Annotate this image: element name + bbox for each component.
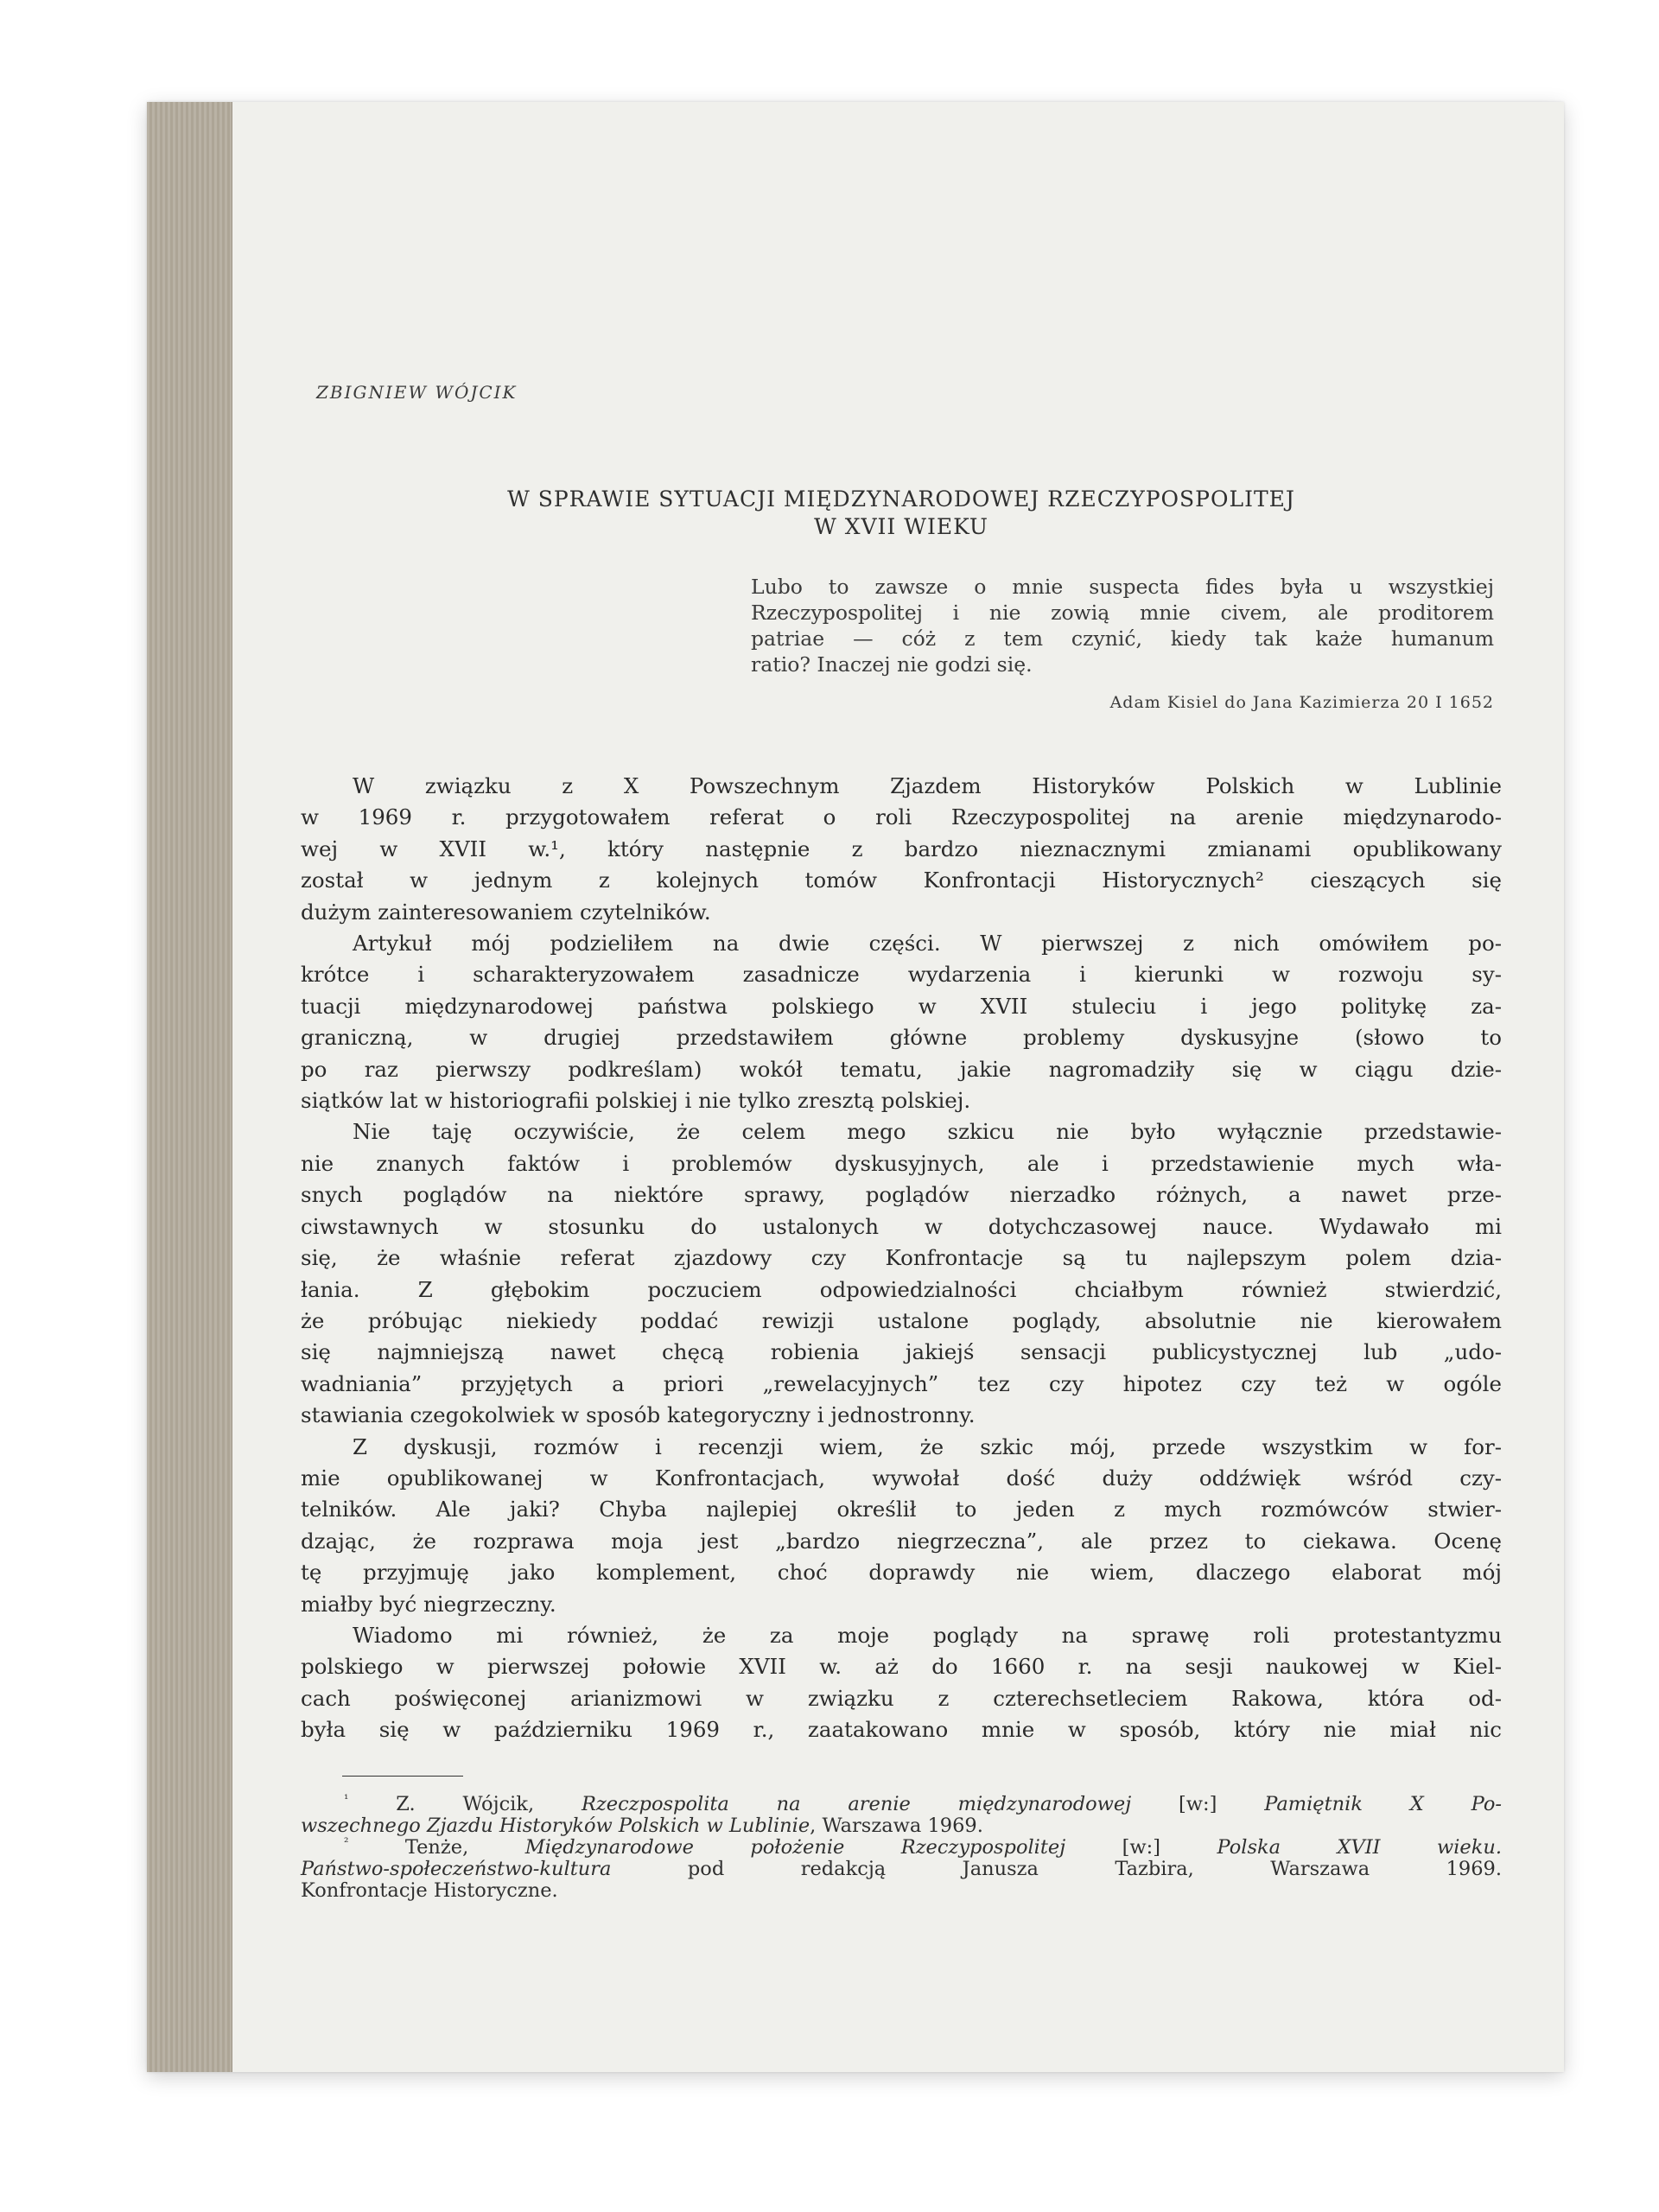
- footnote-marker: ²: [344, 1835, 349, 1850]
- text-line: nie znanych faktów i problemów dyskusyjnych, ale i przedstawienie mych wła-: [301, 1150, 1502, 1176]
- epigraph-line: ratio? Inaczej nie godzi się.: [751, 652, 1033, 677]
- footnote-2: [301, 1837, 1502, 1902]
- text-line: krótce i scharakteryzowałem zasadnicze wydarzenia i kierunki w rozwoju sy-: [301, 962, 1502, 988]
- text-line: wadniania” przyjętych a priori „rewelacyjnych” tez czy hipotez czy też w ogóle: [301, 1370, 1502, 1396]
- article-title: [301, 486, 1502, 541]
- epigraph-line: Rzeczypospolitej i nie zowią mnie civem, ale proditorem: [751, 601, 1494, 625]
- text-line: siątków lat w historiografii polskiej i nie tylko zresztą polskiej.: [301, 1088, 971, 1114]
- epigraph-line: Lubo to zawsze o mnie suspecta fides była u wszystkiej: [751, 575, 1494, 599]
- epigraph-line: patriae — cóż z tem czynić, kiedy tak każe humanum: [751, 626, 1494, 651]
- text-line: dzając, że rozprawa moja jest „bardzo niegrzeczna”, ale przez to ciekawa. Ocenę: [301, 1528, 1502, 1554]
- text-line: że próbując niekiedy poddać rewizji ustalone poglądy, absolutnie nie kierowałem: [301, 1307, 1502, 1333]
- text-line: telników. Ale jaki? Chyba najlepiej określił to jeden z mych rozmówców stwier-: [301, 1497, 1502, 1522]
- text-line: się najmniejszą nawet chęcą robienia jakiejś sensacji publicystycznej lub „udo-: [301, 1339, 1502, 1365]
- paragraph-2: [301, 928, 1502, 1116]
- footnote-text: pod redakcją Janusza Tazbira, Warszawa 1969.: [611, 1857, 1502, 1880]
- text-line: mie opublikowanej w Konfrontacjach, wywołał dość duży oddźwięk wśród czy-: [301, 1465, 1502, 1491]
- text-line: Nie taję oczywiście, że celem mego szkicu nie było wyłącznie przedstawie-: [353, 1119, 1502, 1145]
- footnote-divider: [342, 1776, 463, 1777]
- text-line: snych poglądów na niektóre sprawy, poglądów nierzadko różnych, a nawet prze-: [301, 1182, 1502, 1208]
- paragraph-3: [301, 1116, 1502, 1431]
- text-line: został w jednym z kolejnych tomów Konfrontacji Historycznych² cieszących się: [301, 868, 1502, 893]
- epigraph: [751, 574, 1494, 715]
- text-line: dużym zainteresowaniem czytelników.: [301, 899, 711, 925]
- text-line: Z dyskusji, rozmów i recenzji wiem, że szkic mój, przede wszystkim w for-: [353, 1433, 1502, 1459]
- footnote-italic-title: Polska XVII wieku.: [1217, 1835, 1503, 1859]
- text-line: cach poświęconej arianizmowi w związku z czterechsetleciem Rakowa, która od-: [301, 1685, 1502, 1711]
- text-line: była się w październiku 1969 r., zaatakowano mnie w sposób, który nie miał nic: [301, 1717, 1502, 1743]
- text-line: Wiadomo mi również, że za moje poglądy na sprawę roli protestantyzmu: [353, 1622, 1502, 1648]
- text-line: graniczną, w drugiej przedstawiłem główne problemy dyskusyjne (słowo to: [301, 1025, 1502, 1051]
- footnote-text: Tenże,: [404, 1835, 525, 1859]
- text-line: tę przyjmuję jako komplement, choć doprawdy nie wiem, dlaczego elaborat mój: [301, 1560, 1502, 1586]
- footnotes: [301, 1794, 1502, 1902]
- text-line: po raz pierwszy podkreślam) wokół tematu, jakie nagromadziły się w ciągu dzie-: [301, 1056, 1502, 1082]
- text-line: tuacji międzynarodowej państwa polskiego w XVII stuleciu i jego politykę za-: [301, 993, 1502, 1019]
- footnote-text: [w:]: [1131, 1792, 1265, 1815]
- footnote-marker: ¹: [344, 1792, 349, 1807]
- footnote-text: , Warszawa 1969.: [810, 1814, 983, 1837]
- footnote-line: [301, 1794, 1502, 1815]
- footnote-italic-title: Pamiętnik X Po-: [1264, 1792, 1503, 1815]
- paragraph-5: [301, 1620, 1502, 1746]
- text-line: w 1969 r. przygotowałem referat o roli Rzeczypospolitej na arenie międzynarodo-: [301, 804, 1502, 830]
- footnote-italic-title: Państwo-społeczeństwo-kultura: [301, 1857, 612, 1880]
- footnote-italic-title: wszechnego Zjazdu Historyków Polskich w Lublinie: [301, 1814, 810, 1837]
- epigraph-source: Adam Kisiel do Jana Kazimierza 20 I 1652: [1109, 693, 1494, 712]
- page-content: [301, 382, 1502, 1902]
- text-line: polskiego w pierwszej połowie XVII w. aż do 1660 r. na sesji naukowej w Kiel-: [301, 1654, 1502, 1680]
- footnote-line: [301, 1837, 1502, 1859]
- footnote-line: Konfrontacje Historyczne.: [301, 1878, 558, 1902]
- text-line: wej w XVII w.¹, który następnie z bardzo nieznacznymi zmianami opublikowany: [301, 836, 1502, 861]
- title-line: W XVII WIEKU: [814, 514, 988, 539]
- author-name: ZBIGNIEW WÓJCIK: [316, 382, 518, 403]
- text-line: łania. Z głębokim poczuciem odpowiedzialności chciałbym również stwierdzić,: [301, 1276, 1502, 1302]
- footnote-italic-title: Rzeczpospolita na arenie międzynarodowej: [581, 1792, 1132, 1815]
- footnote-1: [301, 1794, 1502, 1837]
- binding-spine: [147, 102, 232, 2072]
- article-body: [301, 771, 1502, 1746]
- footnote-text: Z. Wójcik,: [396, 1792, 582, 1815]
- footnote-line: [301, 1815, 1502, 1837]
- text-line: stawiania czegokolwiek w sposób kategoryczny i jednostronny.: [301, 1402, 976, 1428]
- text-line: ciwstawnych w stosunku do ustalonych w dotychczasowej nauce. Wydawało mi: [301, 1213, 1502, 1239]
- document-page: [147, 102, 1564, 2072]
- footnote-text: [w:]: [1065, 1835, 1217, 1859]
- paragraph-1: [301, 771, 1502, 928]
- footnote-italic-title: Międzynarodowe położenie Rzeczypospolitej: [524, 1835, 1066, 1859]
- text-line: Artykuł mój podzieliłem na dwie części. W pierwszej z nich omówiłem po-: [353, 931, 1502, 957]
- text-line: się, że właśnie referat zjazdowy czy Konfrontacje są tu najlepszym polem dzia-: [301, 1245, 1502, 1271]
- paragraph-4: [301, 1432, 1502, 1620]
- text-line: W związku z X Powszechnym Zjazdem Historyków Polskich w Lublinie: [353, 773, 1502, 798]
- footnote-line: [301, 1859, 1502, 1880]
- text-line: miałby być niegrzeczny.: [301, 1591, 556, 1617]
- title-line: W SPRAWIE SYTUACJI MIĘDZYNARODOWEJ RZECZYPOSPOLITEJ: [507, 486, 1295, 512]
